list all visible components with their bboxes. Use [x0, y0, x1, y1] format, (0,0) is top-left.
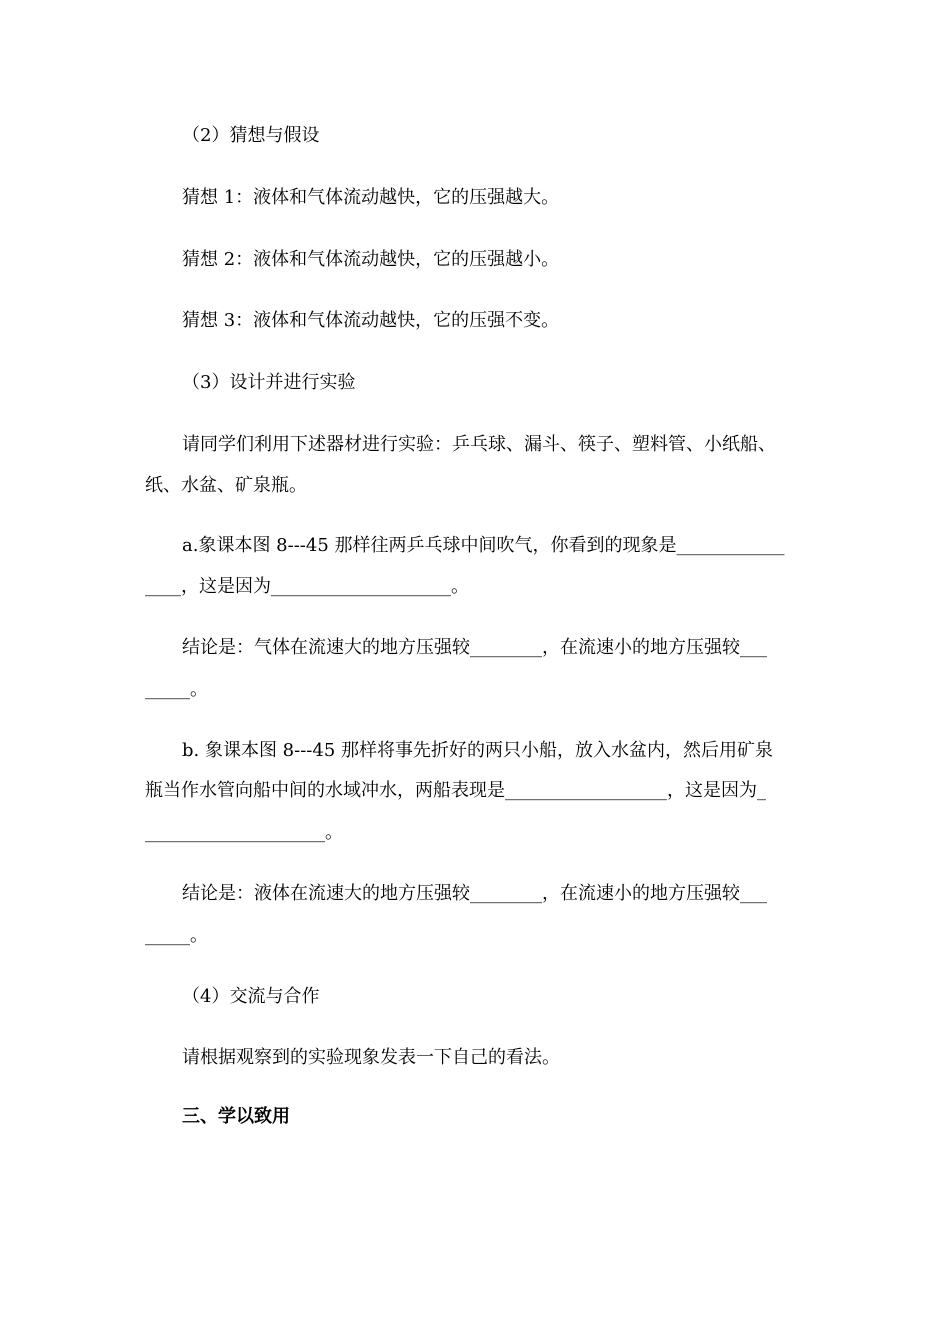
- section-title-hypothesis: （2）猜想与假设: [182, 125, 320, 146]
- experiment-a-line-1: a.象课本图 8---45 那样往两乒乓球中间吹气，你看到的现象是____________: [182, 535, 785, 556]
- section-title-experiment: （3）设计并进行实验: [182, 372, 356, 393]
- materials-line-2: 纸、水盆、矿泉瓶。: [145, 475, 307, 496]
- conclusion-b-line-2: _____。: [145, 925, 208, 946]
- section-title-discussion: （4）交流与合作: [182, 986, 320, 1007]
- conclusion-b-line-1: 结论是：液体在流速大的地方压强较________，在流速小的地方压强较___: [182, 883, 767, 904]
- part-three-heading: 三、学以致用: [182, 1106, 290, 1127]
- hypothesis-2: 猜想 2：液体和气体流动越快，它的压强越小。: [182, 249, 560, 270]
- experiment-b-line-3: ____________________。: [145, 822, 343, 843]
- hypothesis-3: 猜想 3：液体和气体流动越快，它的压强不变。: [182, 310, 560, 331]
- hypothesis-1: 猜想 1：液体和气体流动越快，它的压强越大。: [182, 187, 560, 208]
- conclusion-a-line-2: _____。: [145, 679, 208, 700]
- materials-line-1: 请同学们利用下述器材进行实验：乒乓球、漏斗、筷子、塑料管、小纸船、: [182, 434, 776, 455]
- experiment-a-line-2: ____，这是因为____________________。: [145, 576, 469, 597]
- conclusion-a-line-1: 结论是：气体在流速大的地方压强较________，在流速小的地方压强较___: [182, 637, 767, 658]
- experiment-b-line-2: 瓶当作水管向船中间的水域冲水，两船表现是__________________，这是因为_: [145, 780, 766, 801]
- discussion-prompt: 请根据观察到的实验现象发表一下自己的看法。: [182, 1047, 560, 1068]
- experiment-b-line-1: b. 象课本图 8---45 那样将事先折好的两只小船，放入水盆内，然后用矿泉: [182, 740, 774, 761]
